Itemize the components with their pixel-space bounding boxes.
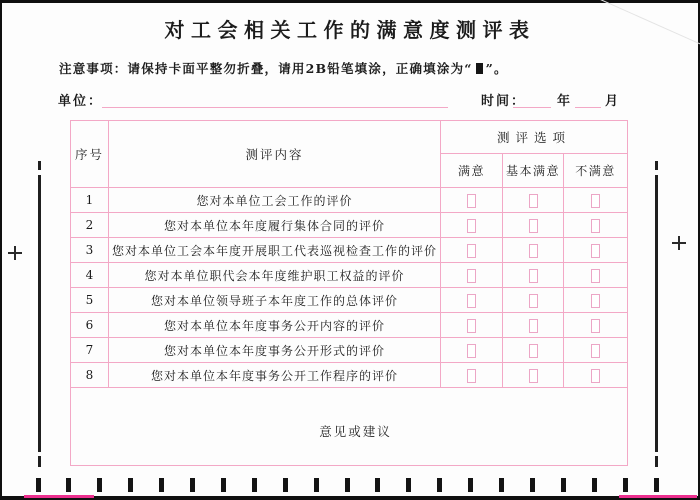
- row-number-cell: 5: [71, 288, 109, 313]
- row-number-cell: 7: [71, 338, 109, 363]
- header-option-satisfied: 满意: [441, 154, 503, 188]
- timing-mark: [159, 478, 164, 492]
- suggestion-row: [71, 388, 628, 466]
- option-cell: [564, 313, 628, 338]
- option-cell: [503, 213, 564, 238]
- reg-dash-left-top: [38, 161, 41, 170]
- answer-bubble[interactable]: [529, 344, 538, 358]
- table-row: [71, 263, 628, 288]
- timing-mark: [345, 478, 350, 492]
- answer-bubble[interactable]: [467, 194, 476, 208]
- table-body: [71, 188, 628, 388]
- evaluation-table: [70, 120, 628, 466]
- option-cell: [564, 213, 628, 238]
- timing-mark: [468, 478, 473, 492]
- row-number-cell: 2: [71, 213, 109, 238]
- answer-bubble[interactable]: [467, 219, 476, 233]
- table-row: [71, 213, 628, 238]
- option-cell: [564, 188, 628, 213]
- reg-line-left: [38, 175, 41, 452]
- answer-bubble[interactable]: [529, 269, 538, 283]
- row-number-cell: 4: [71, 263, 109, 288]
- option-cell: [503, 313, 564, 338]
- answer-bubble[interactable]: [467, 269, 476, 283]
- option-cell: [441, 238, 503, 263]
- card-edge-pink-right: [619, 495, 697, 498]
- year-input-line[interactable]: [513, 93, 551, 108]
- answer-bubble[interactable]: [529, 294, 538, 308]
- table-row: [71, 288, 628, 313]
- option-cell: [441, 213, 503, 238]
- answer-bubble[interactable]: [529, 194, 538, 208]
- option-cell: [441, 338, 503, 363]
- row-content-cell: 您对本单位工会工作的评价: [109, 188, 441, 213]
- year-suffix: 年: [557, 94, 573, 109]
- header-no: 序号: [71, 121, 109, 188]
- answer-bubble[interactable]: [591, 344, 600, 358]
- answer-bubble[interactable]: [591, 244, 600, 258]
- month-input-line[interactable]: [575, 93, 601, 108]
- notice-line: [59, 59, 508, 77]
- reg-dash-right-bottom: [655, 456, 658, 467]
- option-cell: [564, 238, 628, 263]
- card-edge-pink-left: [24, 495, 94, 498]
- option-cell: [564, 263, 628, 288]
- row-number-cell: 6: [71, 313, 109, 338]
- header-option-unsatisfied: 不满意: [564, 154, 628, 188]
- timing-mark: [530, 478, 535, 492]
- row-content-cell: 您对本单位工会本年度开展职工代表巡视检查工作的评价: [109, 238, 441, 263]
- table-row: [71, 363, 628, 388]
- timing-mark: [128, 478, 133, 492]
- reg-dash-left-bottom: [38, 456, 41, 467]
- timing-mark: [221, 478, 226, 492]
- timing-mark: [499, 478, 504, 492]
- header-content: 测评内容: [109, 121, 441, 188]
- table-row: [71, 313, 628, 338]
- table-row: [71, 338, 628, 363]
- suggestion-label: 意见或建议: [319, 424, 392, 439]
- timing-mark: [283, 478, 288, 492]
- option-cell: [564, 288, 628, 313]
- option-cell: [503, 338, 564, 363]
- reg-line-right: [655, 175, 658, 452]
- answer-bubble[interactable]: [591, 319, 600, 333]
- page-title: 对工会相关工作的满意度测评表: [164, 18, 536, 42]
- timing-mark: [561, 478, 566, 492]
- row-content-cell: 您对本单位本年度履行集体合同的评价: [109, 213, 441, 238]
- answer-bubble[interactable]: [467, 319, 476, 333]
- option-cell: [441, 188, 503, 213]
- timing-mark: [592, 478, 597, 492]
- option-cell: [441, 288, 503, 313]
- answer-bubble[interactable]: [529, 319, 538, 333]
- reg-dash-right-top: [655, 161, 658, 170]
- answer-bubble[interactable]: [467, 244, 476, 258]
- plus-mark-left-icon: [8, 246, 22, 260]
- timing-mark: [437, 478, 442, 492]
- time-label: 时间：: [481, 94, 527, 109]
- timing-mark: [252, 478, 257, 492]
- answer-bubble[interactable]: [591, 294, 600, 308]
- answer-bubble[interactable]: [467, 369, 476, 383]
- timing-mark: [375, 478, 380, 492]
- answer-bubble[interactable]: [591, 194, 600, 208]
- notice-text: 请保持卡面平整勿折叠，请用2B铅笔填涂，正确填涂为“: [127, 61, 473, 76]
- timing-mark: [97, 478, 102, 492]
- timing-mark: [314, 478, 319, 492]
- option-cell: [503, 188, 564, 213]
- option-cell: [503, 288, 564, 313]
- timing-mark: [190, 478, 195, 492]
- header-option-basically-satisfied: 基本满意: [503, 154, 564, 188]
- option-cell: [441, 263, 503, 288]
- answer-bubble[interactable]: [529, 244, 538, 258]
- answer-bubble[interactable]: [467, 344, 476, 358]
- header-options-group: 测评选项: [441, 121, 628, 154]
- table-row: [71, 238, 628, 263]
- option-cell: [564, 363, 628, 388]
- unit-input-line[interactable]: [102, 93, 448, 108]
- card-edge-bottom: [0, 496, 700, 500]
- answer-bubble[interactable]: [591, 219, 600, 233]
- row-number-cell: 3: [71, 238, 109, 263]
- answer-bubble[interactable]: [591, 269, 600, 283]
- row-content-cell: 您对本单位本年度事务公开工作程序的评价: [109, 363, 441, 388]
- answer-bubble[interactable]: [529, 219, 538, 233]
- timing-mark: [406, 478, 411, 492]
- notice-label: 注意事项：: [59, 61, 128, 76]
- option-cell: [503, 263, 564, 288]
- table-row: [71, 188, 628, 213]
- answer-bubble[interactable]: [467, 294, 476, 308]
- row-content-cell: 您对本单位本年度事务公开内容的评价: [109, 313, 441, 338]
- timing-mark: [36, 478, 41, 492]
- notice-tail: ”。: [485, 61, 508, 76]
- month-suffix: 月: [605, 94, 621, 109]
- card-edge-top: [0, 0, 700, 3]
- unit-label: 单位：: [58, 94, 104, 109]
- fill-example-mark-icon: [476, 63, 483, 74]
- row-content-cell: 您对本单位领导班子本年度工作的总体评价: [109, 288, 441, 313]
- answer-bubble[interactable]: [591, 369, 600, 383]
- row-number-cell: 8: [71, 363, 109, 388]
- timing-mark: [623, 478, 628, 492]
- timing-mark: [654, 478, 659, 492]
- timing-mark: [66, 478, 71, 492]
- option-cell: [564, 338, 628, 363]
- table-header-row-1: [71, 121, 628, 154]
- card-edge-left: [0, 0, 2, 500]
- suggestion-area[interactable]: [71, 388, 628, 466]
- option-cell: [503, 363, 564, 388]
- row-content-cell: 您对本单位职代会本年度维护职工权益的评价: [109, 263, 441, 288]
- answer-bubble[interactable]: [529, 369, 538, 383]
- option-cell: [503, 238, 564, 263]
- row-number-cell: 1: [71, 188, 109, 213]
- row-content-cell: 您对本单位本年度事务公开形式的评价: [109, 338, 441, 363]
- option-cell: [441, 313, 503, 338]
- option-cell: [441, 363, 503, 388]
- plus-mark-right-icon: [672, 236, 686, 250]
